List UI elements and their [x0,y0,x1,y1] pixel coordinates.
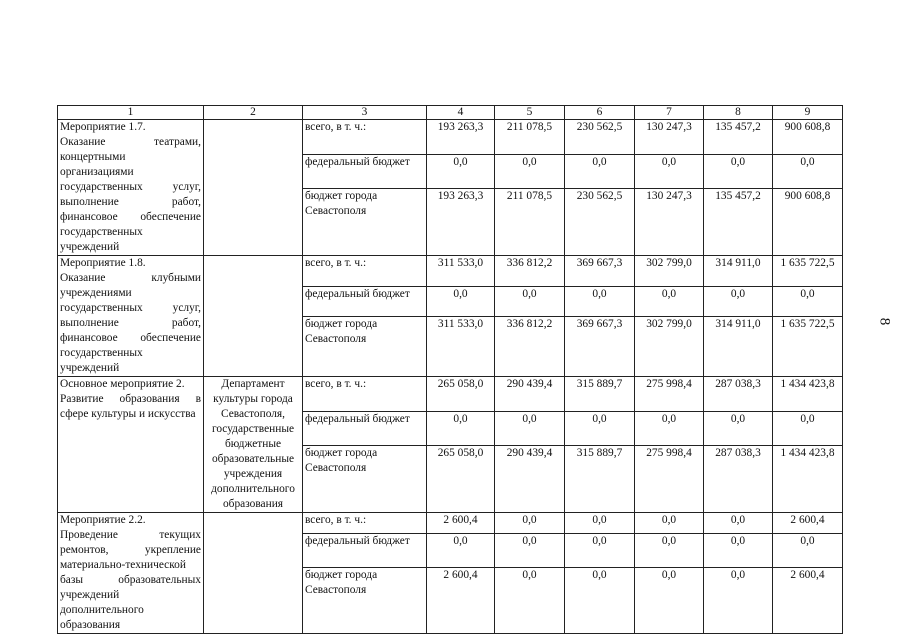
value-cell: 0,0 [635,154,704,189]
funding-source: федеральный бюджет [303,286,427,317]
value-cell: 311 533,0 [427,256,495,287]
value-cell: 1 635 722,5 [773,256,843,287]
value-cell: 0,0 [495,154,565,189]
value-cell: 0,0 [773,154,843,189]
activity-title: Мероприятие 1.7. [60,121,146,133]
header-cell: 2 [204,106,303,120]
value-cell: 2 600,4 [427,513,495,534]
value-cell: 135 457,2 [704,120,773,155]
page-number: 8 [876,317,893,326]
activity-title: Мероприятие 1.8. [60,257,146,269]
value-cell: 0,0 [565,411,635,446]
value-cell: 290 439,4 [495,377,565,412]
value-cell: 0,0 [427,286,495,317]
value-cell: 275 998,4 [635,377,704,412]
value-cell: 0,0 [565,154,635,189]
value-cell: 369 667,3 [565,317,635,377]
value-cell: 265 058,0 [427,446,495,513]
value-cell: 230 562,5 [565,120,635,155]
table-row [58,513,843,534]
value-cell: 302 799,0 [635,256,704,287]
funding-source: федеральный бюджет [303,154,427,189]
value-cell: 0,0 [565,534,635,568]
value-cell: 2 600,4 [427,568,495,634]
activity-description: Оказание клубными учреждениями государственных услуг, выполнение работ, финансовое обеспечение государственных учреждений [60,272,201,374]
activity-cell [58,120,204,256]
header-cell: 6 [565,106,635,120]
value-cell: 0,0 [427,534,495,568]
header-cell: 8 [704,106,773,120]
header-cell: 4 [427,106,495,120]
value-cell: 0,0 [495,411,565,446]
value-cell: 0,0 [565,286,635,317]
value-cell: 336 812,2 [495,256,565,287]
value-cell: 315 889,7 [565,446,635,513]
value-cell: 287 038,3 [704,377,773,412]
activity-description: Проведение текущих ремонтов, укрепление материально-технической базы образовательных учреждений дополнительного образования [60,529,201,631]
funding-source: всего, в т. ч.: [303,120,427,155]
value-cell: 275 998,4 [635,446,704,513]
value-cell: 0,0 [495,286,565,317]
value-cell: 0,0 [635,568,704,634]
value-cell: 1 434 423,8 [773,446,843,513]
activity-description: Развитие образования в сфере культуры и искусства [60,393,201,420]
funding-source: бюджет города Севастополя [303,446,427,513]
value-cell: 2 600,4 [773,568,843,634]
value-cell: 0,0 [635,534,704,568]
value-cell: 900 608,8 [773,189,843,256]
header-cell: 9 [773,106,843,120]
header-cell: 5 [495,106,565,120]
value-cell: 0,0 [495,568,565,634]
activity-title: Основное мероприятие 2. [60,378,185,390]
value-cell: 900 608,8 [773,120,843,155]
activity-cell [58,256,204,377]
value-cell: 0,0 [495,513,565,534]
activity-title: Мероприятие 2.2. [60,514,146,526]
activity-description: Оказание театрами, концертными организациями государственных услуг, выполнение работ, финансовое обеспечение государственных учреждений [60,136,201,253]
value-cell: 0,0 [427,411,495,446]
funding-source: бюджет города Севастополя [303,317,427,377]
table-row [58,120,843,155]
value-cell: 230 562,5 [565,189,635,256]
value-cell: 0,0 [773,286,843,317]
value-cell: 0,0 [565,568,635,634]
value-cell: 130 247,3 [635,120,704,155]
value-cell: 0,0 [635,513,704,534]
value-cell: 0,0 [495,534,565,568]
value-cell: 336 812,2 [495,317,565,377]
value-cell: 193 263,3 [427,189,495,256]
value-cell: 193 263,3 [427,120,495,155]
funding-source: федеральный бюджет [303,534,427,568]
value-cell: 0,0 [427,154,495,189]
value-cell: 287 038,3 [704,446,773,513]
value-cell: 0,0 [704,154,773,189]
value-cell: 0,0 [704,534,773,568]
value-cell: 0,0 [704,411,773,446]
value-cell: 2 600,4 [773,513,843,534]
header-cell: 7 [635,106,704,120]
value-cell: 0,0 [773,411,843,446]
value-cell: 265 058,0 [427,377,495,412]
header-cell: 3 [303,106,427,120]
value-cell: 302 799,0 [635,317,704,377]
value-cell: 369 667,3 [565,256,635,287]
funding-source: всего, в т. ч.: [303,377,427,412]
value-cell: 0,0 [565,513,635,534]
activity-cell [58,377,204,513]
funding-source: бюджет города Севастополя [303,568,427,634]
funding-source: всего, в т. ч.: [303,256,427,287]
value-cell: 314 911,0 [704,317,773,377]
department-cell [204,256,303,377]
department-cell [204,513,303,634]
header-cell: 1 [58,106,204,120]
value-cell: 211 078,5 [495,189,565,256]
value-cell: 135 457,2 [704,189,773,256]
value-cell: 0,0 [773,534,843,568]
budget-table [57,105,843,634]
department-cell: Департамент культуры города Севастополя, государственные бюджетные образовательные учреждения дополнительного образования [204,377,303,513]
funding-source: бюджет города Севастополя [303,189,427,256]
table-row [58,256,843,287]
funding-source: федеральный бюджет [303,411,427,446]
value-cell: 1 635 722,5 [773,317,843,377]
value-cell: 130 247,3 [635,189,704,256]
table-row [58,377,843,412]
value-cell: 211 078,5 [495,120,565,155]
value-cell: 0,0 [704,513,773,534]
value-cell: 0,0 [704,568,773,634]
department-cell [204,120,303,256]
funding-source: всего, в т. ч.: [303,513,427,534]
value-cell: 0,0 [704,286,773,317]
value-cell: 1 434 423,8 [773,377,843,412]
header-row [58,106,843,120]
activity-cell [58,513,204,634]
value-cell: 311 533,0 [427,317,495,377]
value-cell: 0,0 [635,411,704,446]
value-cell: 315 889,7 [565,377,635,412]
value-cell: 314 911,0 [704,256,773,287]
value-cell: 0,0 [635,286,704,317]
value-cell: 290 439,4 [495,446,565,513]
